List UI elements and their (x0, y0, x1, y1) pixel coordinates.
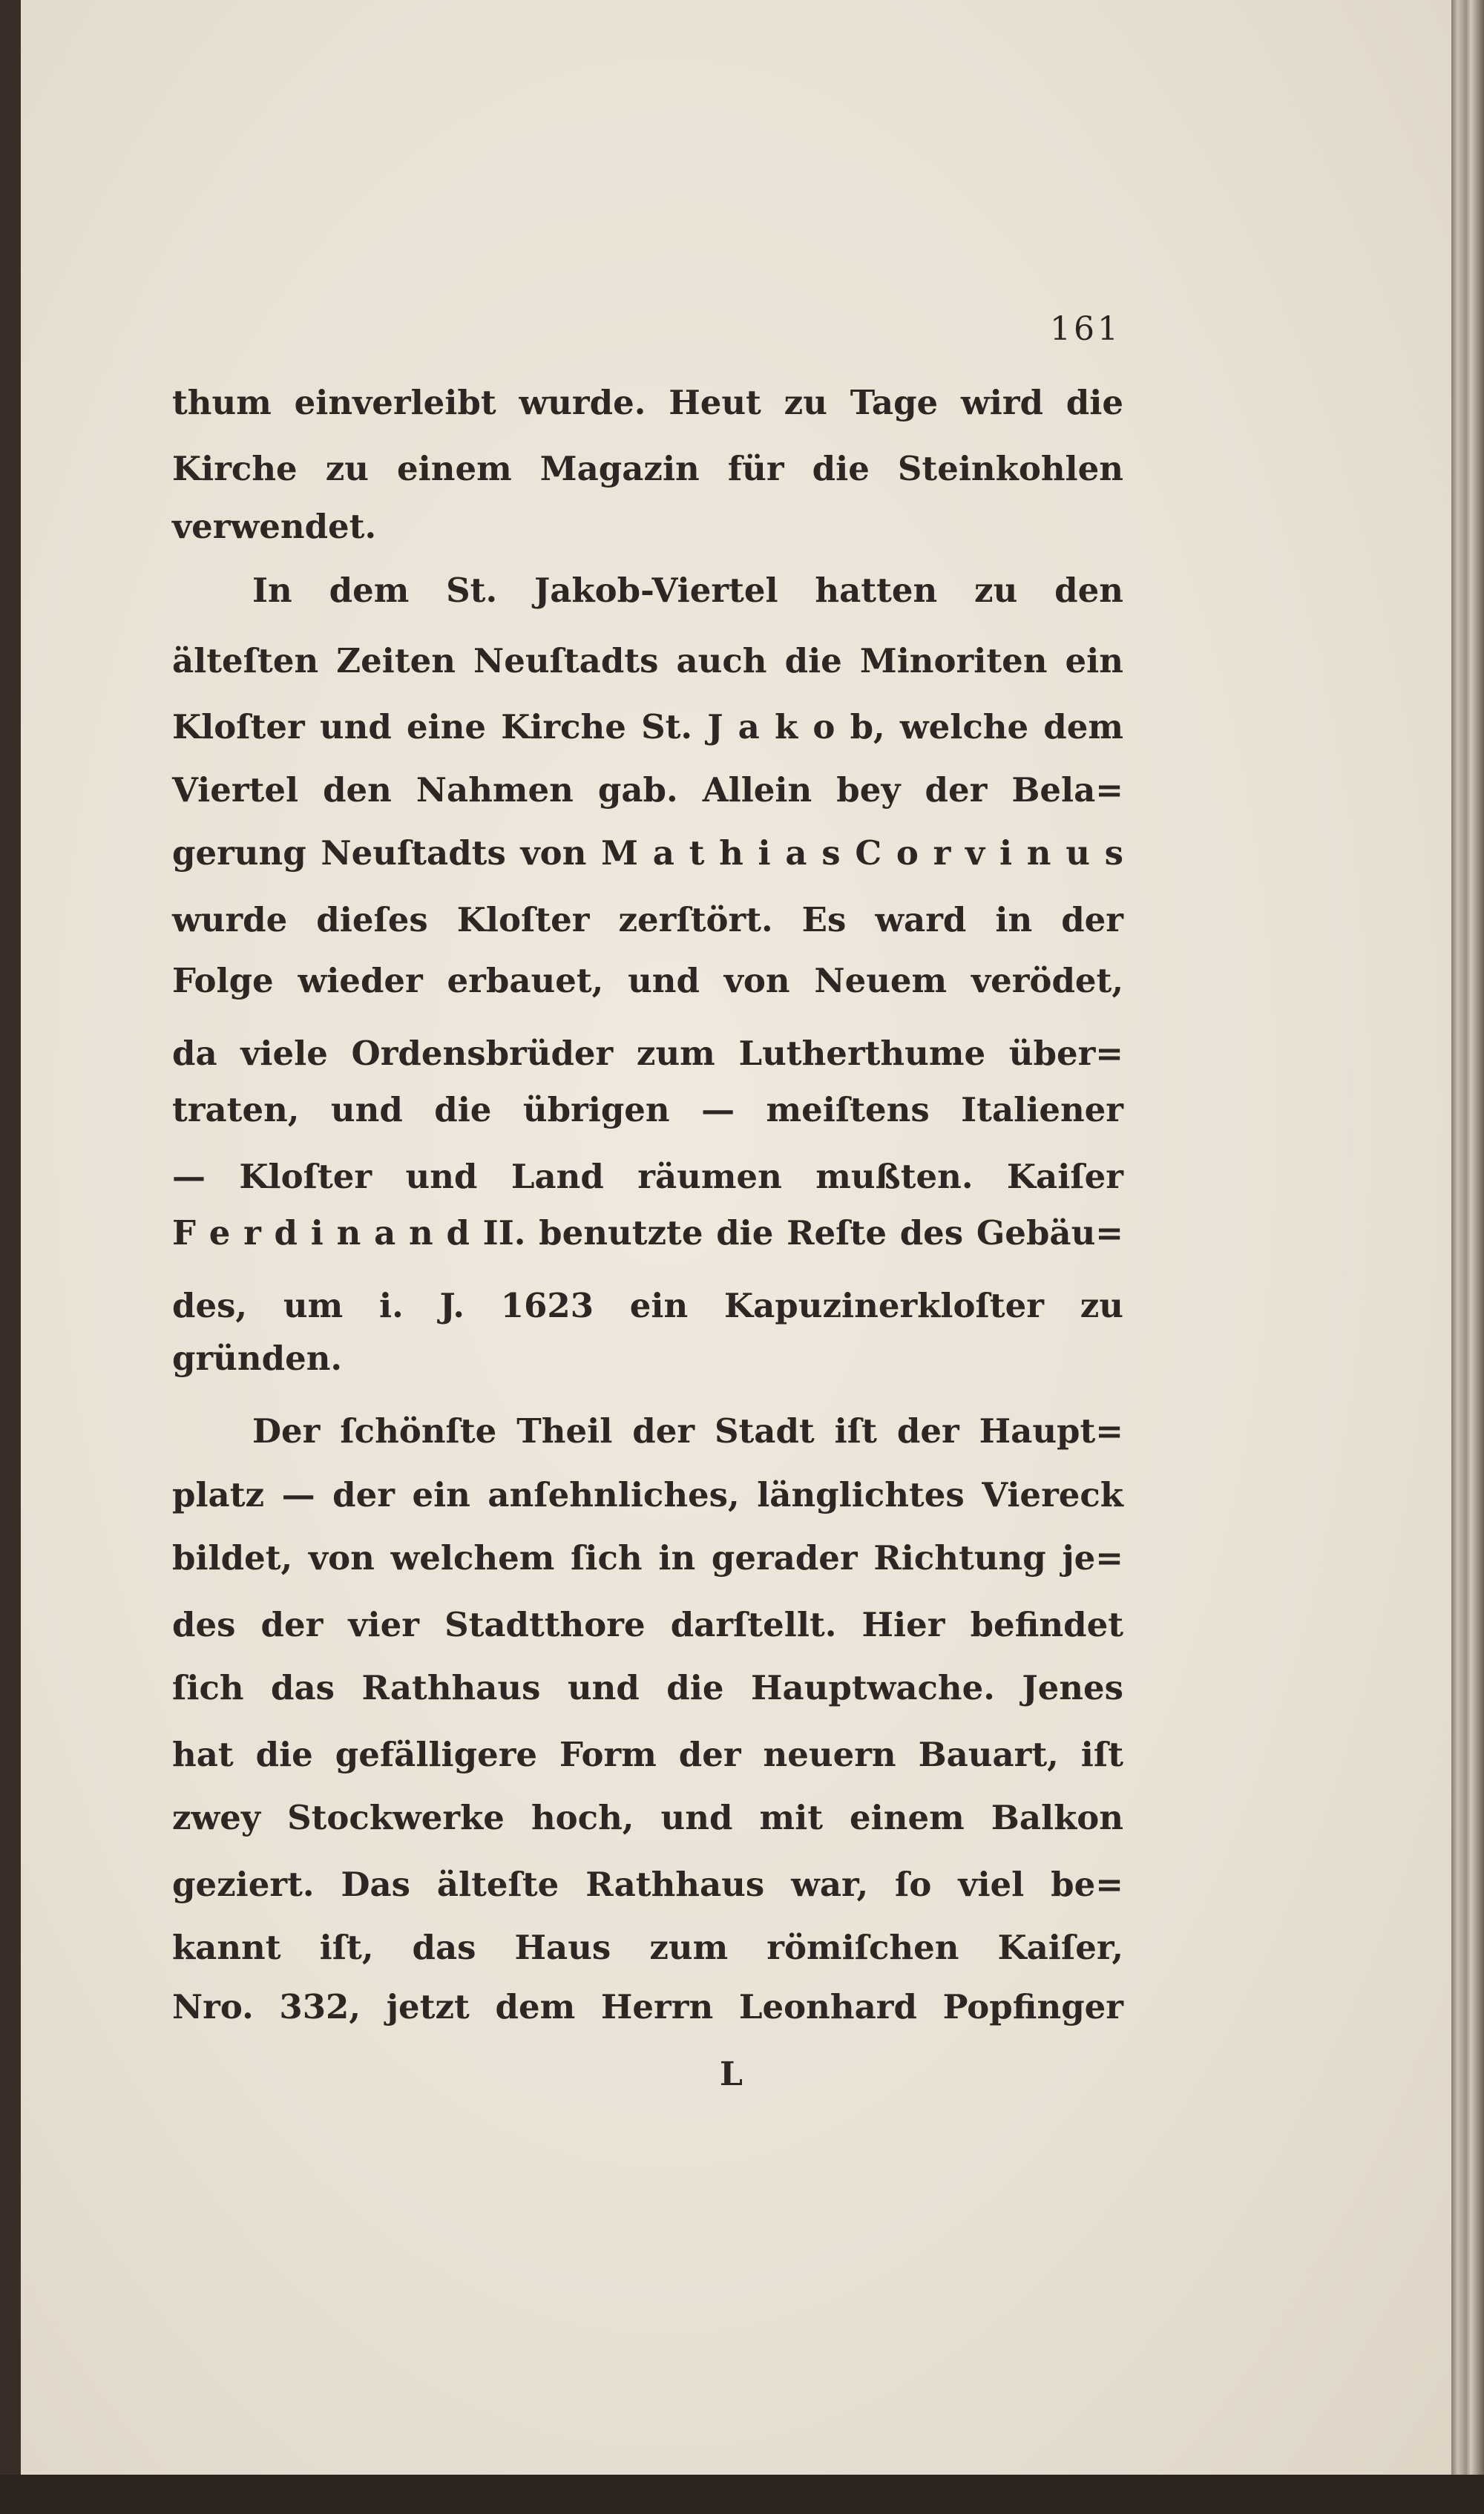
text-line: verwendet. (172, 507, 377, 546)
scan-background (0, 2475, 1484, 2514)
text-line: geziert. Das älteſte Rathhaus war, ſo viel be= (172, 1865, 1123, 1904)
book-gutter (0, 0, 22, 2514)
text-line: des, um i. J. 1623 ein Kapuzinerkloſter zu (172, 1286, 1123, 1325)
text-line: bildet, von welchem ſich in gerader Richtung je= (172, 1538, 1123, 1578)
signature-mark: L (720, 2055, 743, 2093)
text-line: älteſten Zeiten Neuſtadts auch die Minoriten ein (172, 641, 1123, 680)
page-edges (1451, 0, 1484, 2514)
text-line: — Kloſter und Land räumen mußten. Kaiſer (172, 1157, 1123, 1196)
text-line: Kloſter und eine Kirche St. J a k o b, welche dem (172, 707, 1123, 746)
text-line: gerung Neuſtadts von M a t h i a s C o r v i n u s (172, 833, 1123, 873)
text-line: gründen. (172, 1339, 343, 1378)
text-line: Nro. 332, jetzt dem Herrn Leonhard Popfinger (172, 1987, 1123, 2026)
text-line: hat die gefälligere Form der neuern Bauart, iſt (172, 1735, 1123, 1774)
text-line: platz — der ein anſehnliches, länglichtes Viereck (172, 1475, 1123, 1514)
text-line: traten, und die übrigen — meiſtens Italiener (172, 1090, 1123, 1129)
page-number: 161 (1050, 310, 1121, 348)
text-line: Kirche zu einem Magazin für die Steinkohlen (172, 449, 1123, 488)
text-line: da viele Ordensbrüder zum Lutherthume über= (172, 1034, 1123, 1073)
text-line: kannt iſt, das Haus zum römiſchen Kaiſer, (172, 1928, 1123, 1967)
text-line: thum einverleibt wurde. Heut zu Tage wird die (172, 383, 1123, 422)
text-line: des der vier Stadtthore darſtellt. Hier befindet (172, 1605, 1123, 1644)
text-line: Folge wieder erbauet, und von Neuem verödet, (172, 961, 1123, 1000)
text-line: wurde dieſes Kloſter zerſtört. Es ward in der (172, 900, 1123, 939)
text-line: ſich das Rathhaus und die Hauptwache. Jenes (172, 1668, 1123, 1707)
text-line: Viertel den Nahmen gab. Allein bey der Bela= (172, 770, 1123, 810)
text-line: zwey Stockwerke hoch, und mit einem Balkon (172, 1798, 1123, 1837)
text-line: In dem St. Jakob-Viertel hatten zu den (252, 571, 1123, 610)
text-line: Der ſchönſte Theil der Stadt iſt der Haupt= (252, 1411, 1123, 1451)
text-line: F e r d i n a n d II. benutzte die Reſte des Gebäu= (172, 1213, 1123, 1253)
